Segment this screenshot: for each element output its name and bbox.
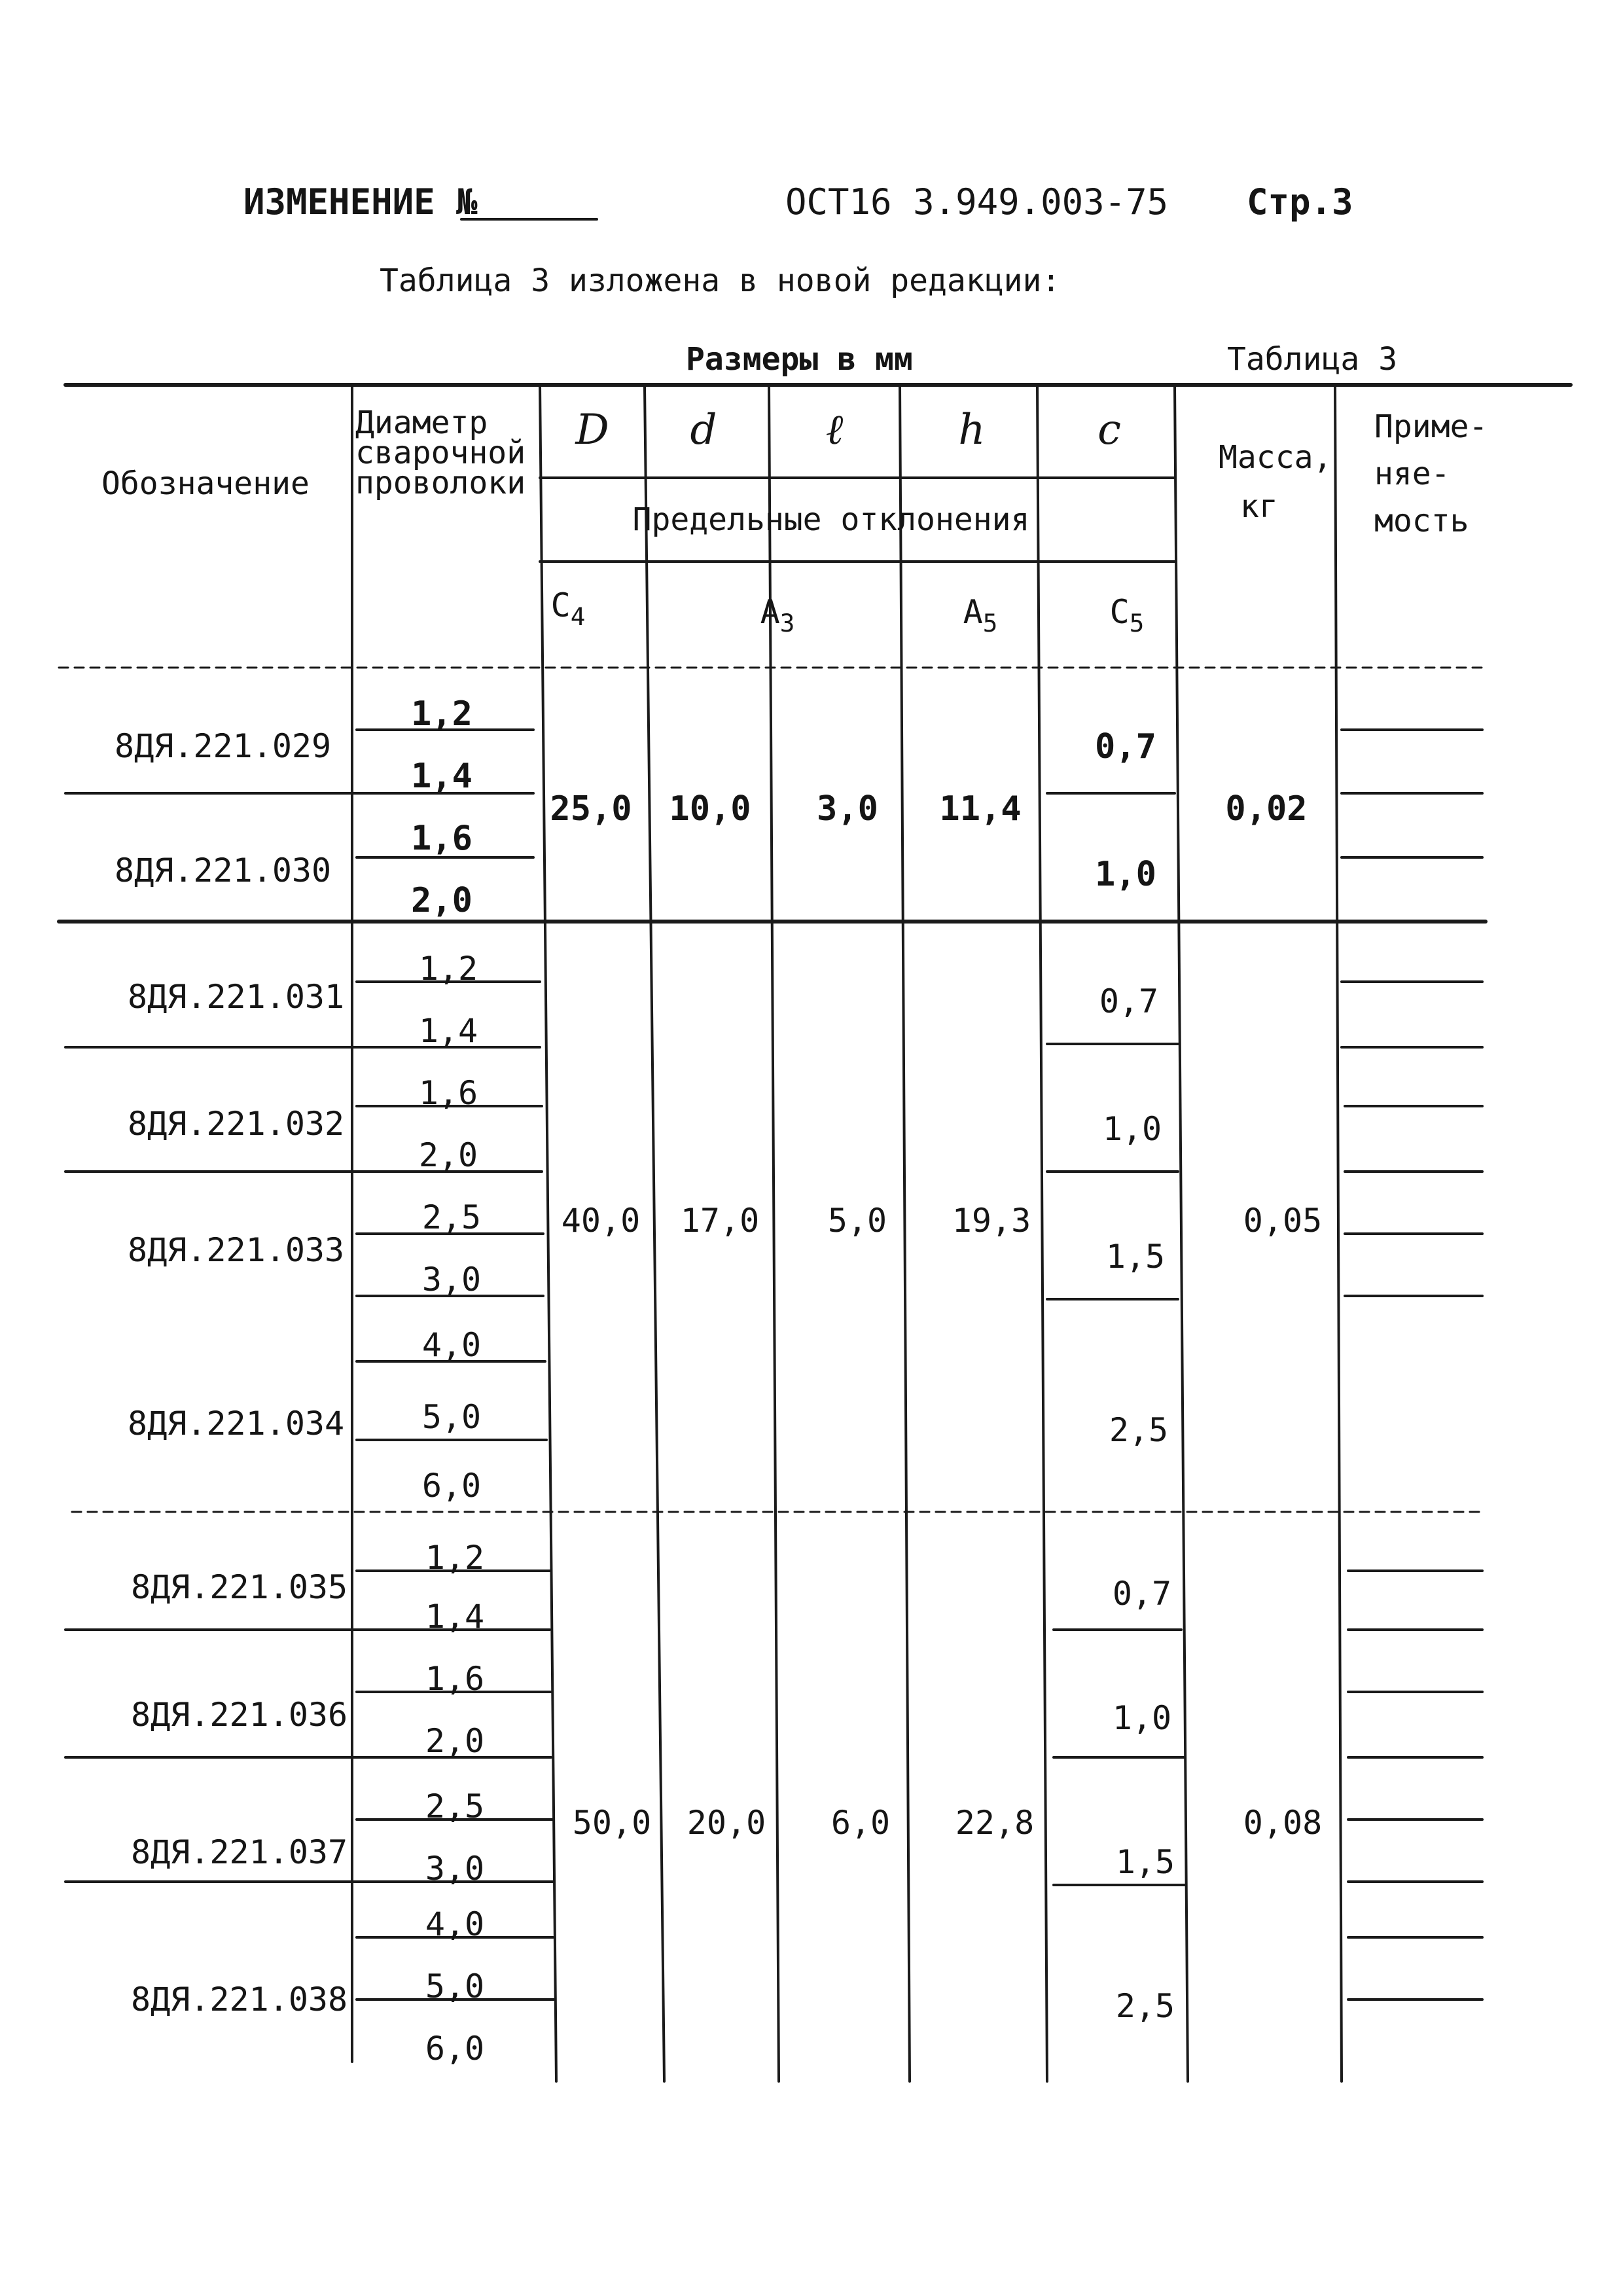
designation-033: 8ДЯ.221.033: [128, 1231, 345, 1269]
value-mass: 0,02: [1225, 789, 1308, 829]
wire-diameter: 4,0: [425, 1905, 485, 1943]
value-D: 50,0: [572, 1804, 652, 1842]
wire-diameter: 1,6: [418, 1074, 478, 1112]
col-mass-unit: кг: [1240, 488, 1278, 525]
tol-h: $А_5$: [963, 593, 998, 638]
wire-diameter: 3,0: [425, 1850, 485, 1888]
change-label: ИЗМЕНЕНИЕ №: [243, 181, 478, 223]
col-tolerances: Предельные отклонения: [632, 501, 1030, 538]
value-c: 2,5: [1115, 1987, 1175, 2025]
value-c: 1,0: [1095, 855, 1156, 894]
value-c: 1,0: [1112, 1699, 1172, 1737]
wire-diameter: 1,2: [425, 1539, 485, 1577]
wire-diameter: 6,0: [425, 2030, 485, 2068]
value-d: 20,0: [687, 1804, 766, 1842]
wire-diameter: 4,0: [421, 1326, 482, 1364]
wire-diameter: 1,2: [411, 694, 473, 734]
value-l: 6,0: [830, 1804, 891, 1842]
designation-032: 8ДЯ.221.032: [128, 1105, 345, 1143]
value-l: 5,0: [827, 1202, 887, 1240]
value-d: 17,0: [680, 1202, 760, 1240]
table-label: Таблица 3: [1227, 341, 1398, 378]
col-mass: Масса,: [1219, 439, 1332, 476]
wire-diameter: 2,0: [411, 881, 473, 920]
col-c: c: [1097, 406, 1121, 454]
col-D: D: [575, 406, 609, 454]
wire-diameter: 2,0: [418, 1136, 478, 1174]
value-c: 0,7: [1112, 1575, 1172, 1613]
value-h: 11,4: [939, 789, 1022, 829]
wire-diameter: 5,0: [421, 1398, 482, 1436]
value-h: 19,3: [952, 1202, 1031, 1240]
col-designation: Обозначение: [101, 465, 310, 502]
tol-D: $С_4$: [550, 586, 586, 632]
units-caption: Размеры в мм: [686, 341, 913, 378]
wire-diameter: 6,0: [421, 1467, 482, 1505]
wire-diameter: 2,5: [421, 1198, 482, 1236]
value-D: 25,0: [550, 789, 632, 829]
col-applicability-line3: мость: [1374, 503, 1469, 539]
designation-030: 8ДЯ.221.030: [115, 852, 332, 889]
wire-diameter: 2,5: [425, 1787, 485, 1825]
value-mass: 0,08: [1243, 1804, 1323, 1842]
standard-number: ОСТ16 3.949.003-75: [785, 181, 1169, 223]
col-wire-diameter-line1: Диаметр: [355, 404, 488, 441]
value-mass: 0,05: [1243, 1202, 1323, 1240]
value-c: 0,7: [1095, 727, 1156, 766]
value-c: 1,0: [1102, 1110, 1162, 1148]
wire-diameter: 3,0: [421, 1261, 482, 1299]
value-c: 0,7: [1099, 982, 1159, 1020]
tol-d-l: $А_3$: [760, 593, 795, 638]
col-l: ℓ: [825, 406, 844, 454]
designation-031: 8ДЯ.221.031: [128, 978, 345, 1016]
designation-034: 8ДЯ.221.034: [128, 1405, 345, 1443]
value-c: 1,5: [1105, 1238, 1166, 1276]
wire-diameter: 1,2: [418, 950, 478, 988]
wire-diameter: 5,0: [425, 1967, 485, 2005]
wire-diameter: 1,4: [418, 1012, 478, 1050]
value-l: 3,0: [817, 789, 878, 829]
designation-029: 8ДЯ.221.029: [115, 727, 332, 765]
tol-c: $С_5$: [1109, 593, 1145, 638]
value-d: 10,0: [669, 789, 751, 829]
value-c: 2,5: [1109, 1411, 1169, 1449]
col-wire-diameter-line2: сварочной: [355, 435, 526, 471]
intro-text: Таблица 3 изложена в новой редакции:: [380, 262, 1061, 299]
value-c: 1,5: [1115, 1843, 1175, 1881]
value-h: 22,8: [955, 1804, 1035, 1842]
col-h: h: [958, 406, 986, 454]
col-d: d: [690, 406, 717, 454]
page-number: Стр.3: [1247, 181, 1353, 223]
wire-diameter: 2,0: [425, 1722, 485, 1760]
wire-diameter: 1,6: [411, 819, 473, 858]
col-applicability-line1: Приме-: [1374, 408, 1488, 445]
designation-035: 8ДЯ.221.035: [131, 1568, 348, 1606]
col-wire-diameter-line3: проволоки: [355, 465, 526, 501]
wire-diameter: 1,4: [425, 1598, 485, 1636]
wire-diameter: 1,6: [425, 1660, 485, 1698]
designation-038: 8ДЯ.221.038: [131, 1981, 348, 2018]
designation-036: 8ДЯ.221.036: [131, 1696, 348, 1734]
wire-diameter: 1,4: [411, 757, 473, 796]
col-applicability-line2: няе-: [1374, 456, 1450, 492]
designation-037: 8ДЯ.221.037: [131, 1833, 348, 1871]
value-D: 40,0: [561, 1202, 641, 1240]
